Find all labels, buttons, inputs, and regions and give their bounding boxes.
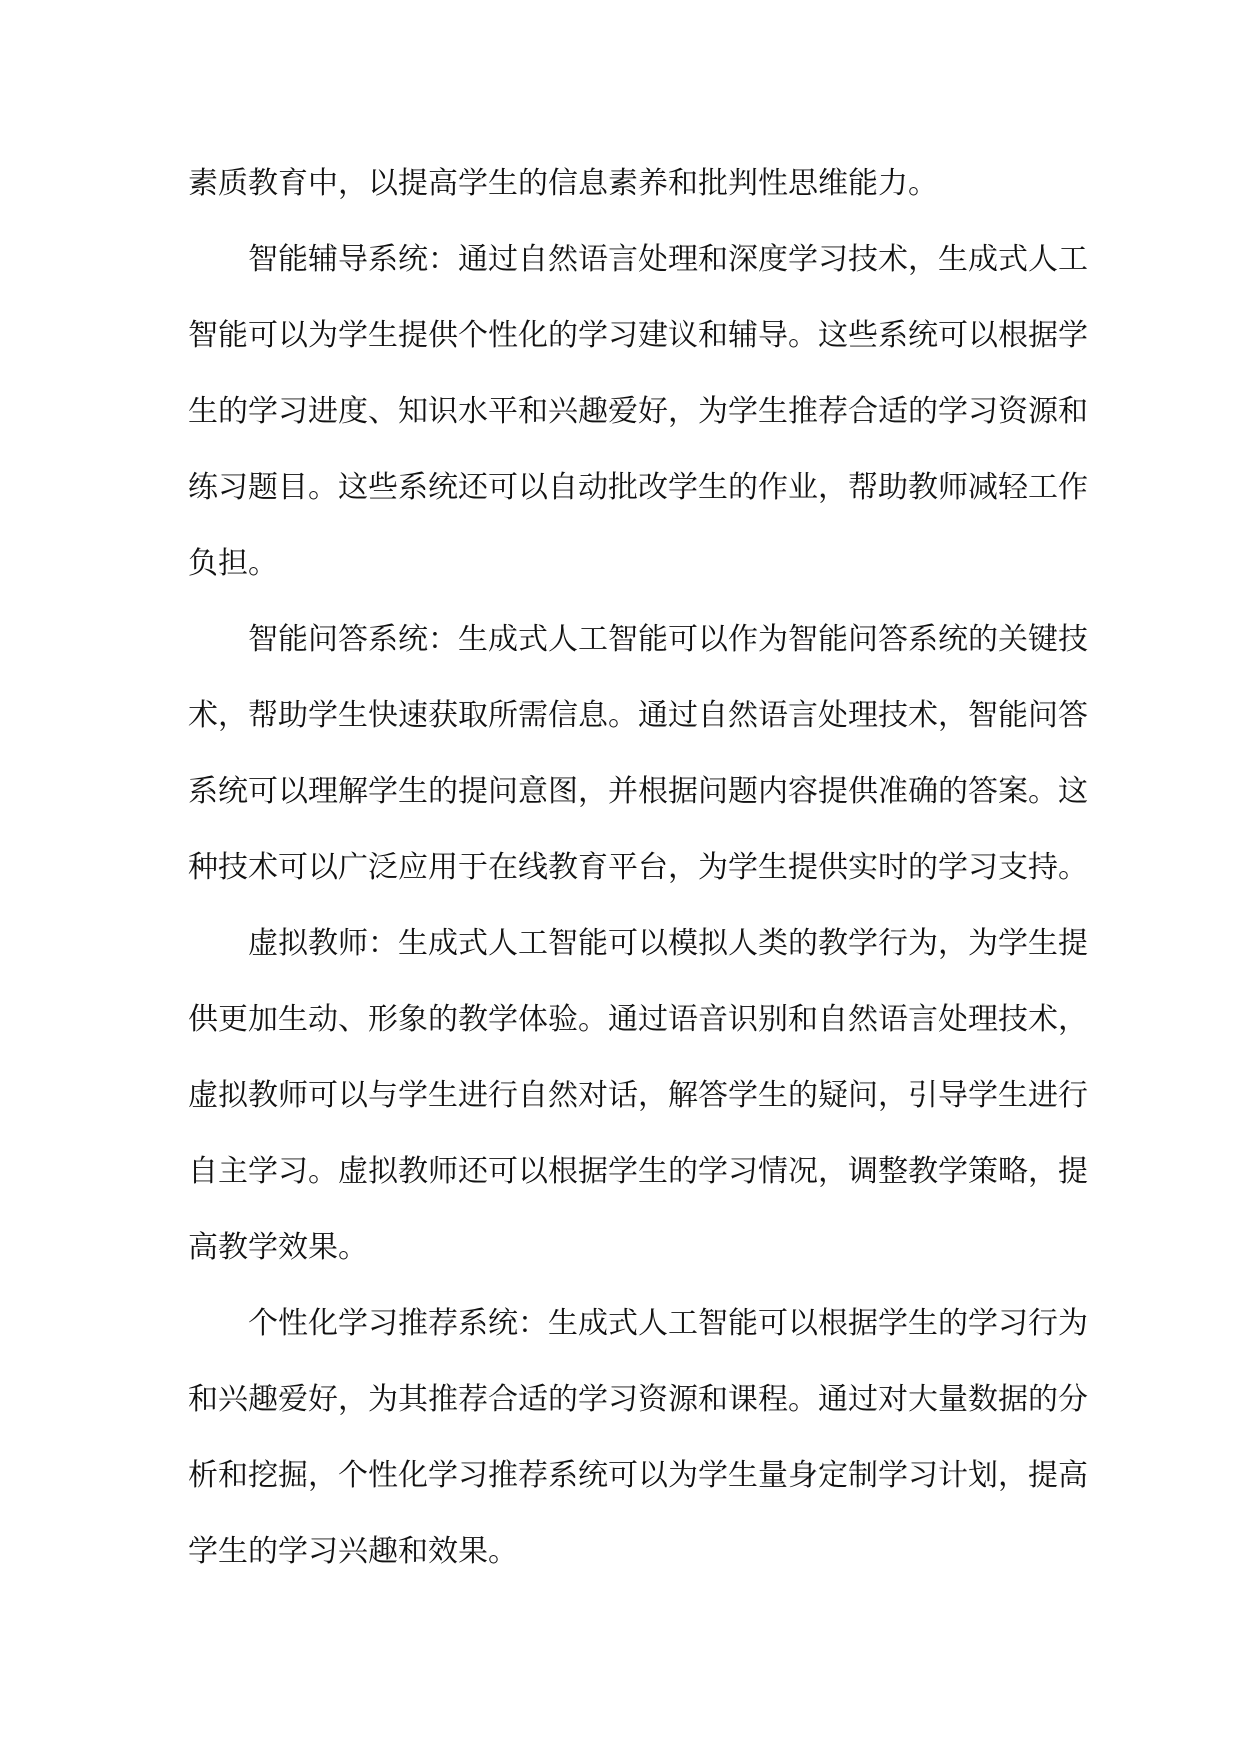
body-text [188, 146, 1088, 1590]
paragraph-continuation [188, 146, 1058, 222]
paragraph-intelligent-tutoring [188, 222, 1088, 602]
text-line: 智能辅导系统：通过自然语言处理和深度学习技术，生成式人工 [248, 242, 1088, 277]
paragraph-personalized-recommendation [188, 1286, 1088, 1590]
text-line: 素质教育中，以提高学生的信息素养和批判性思维能力。 [188, 166, 938, 201]
text-line: 种技术可以广泛应用于在线教育平台，为学生提供实时的学习支持。 [188, 850, 1088, 885]
text-line: 个性化学习推荐系统：生成式人工智能可以根据学生的学习行为 [248, 1306, 1088, 1341]
text-line: 智能可以为学生提供个性化的学习建议和辅导。这些系统可以根据学 [188, 318, 1088, 353]
paragraph-virtual-teacher [188, 906, 1088, 1286]
text-line: 术，帮助学生快速获取所需信息。通过自然语言处理技术，智能问答 [188, 698, 1088, 733]
text-line: 虚拟教师可以与学生进行自然对话，解答学生的疑问，引导学生进行 [188, 1078, 1088, 1113]
text-line: 和兴趣爱好，为其推荐合适的学习资源和课程。通过对大量数据的分 [188, 1382, 1088, 1417]
text-line: 高教学效果。 [188, 1230, 368, 1265]
text-line: 智能问答系统：生成式人工智能可以作为智能问答系统的关键技 [248, 622, 1088, 657]
text-line: 负担。 [188, 546, 278, 581]
text-line: 练习题目。这些系统还可以自动批改学生的作业，帮助教师减轻工作 [188, 470, 1088, 505]
text-line: 虚拟教师：生成式人工智能可以模拟人类的教学行为，为学生提 [248, 926, 1088, 961]
text-line: 析和挖掘，个性化学习推荐系统可以为学生量身定制学习计划，提高 [188, 1458, 1088, 1493]
text-line: 学生的学习兴趣和效果。 [188, 1534, 518, 1569]
text-line: 系统可以理解学生的提问意图，并根据问题内容提供准确的答案。这 [188, 774, 1088, 809]
text-line: 生的学习进度、知识水平和兴趣爱好，为学生推荐合适的学习资源和 [188, 394, 1088, 429]
paragraph-intelligent-qa [188, 602, 1088, 906]
text-line: 自主学习。虚拟教师还可以根据学生的学习情况，调整教学策略，提 [188, 1154, 1088, 1189]
text-line: 供更加生动、形象的教学体验。通过语音识别和自然语言处理技术， [188, 1002, 1088, 1037]
